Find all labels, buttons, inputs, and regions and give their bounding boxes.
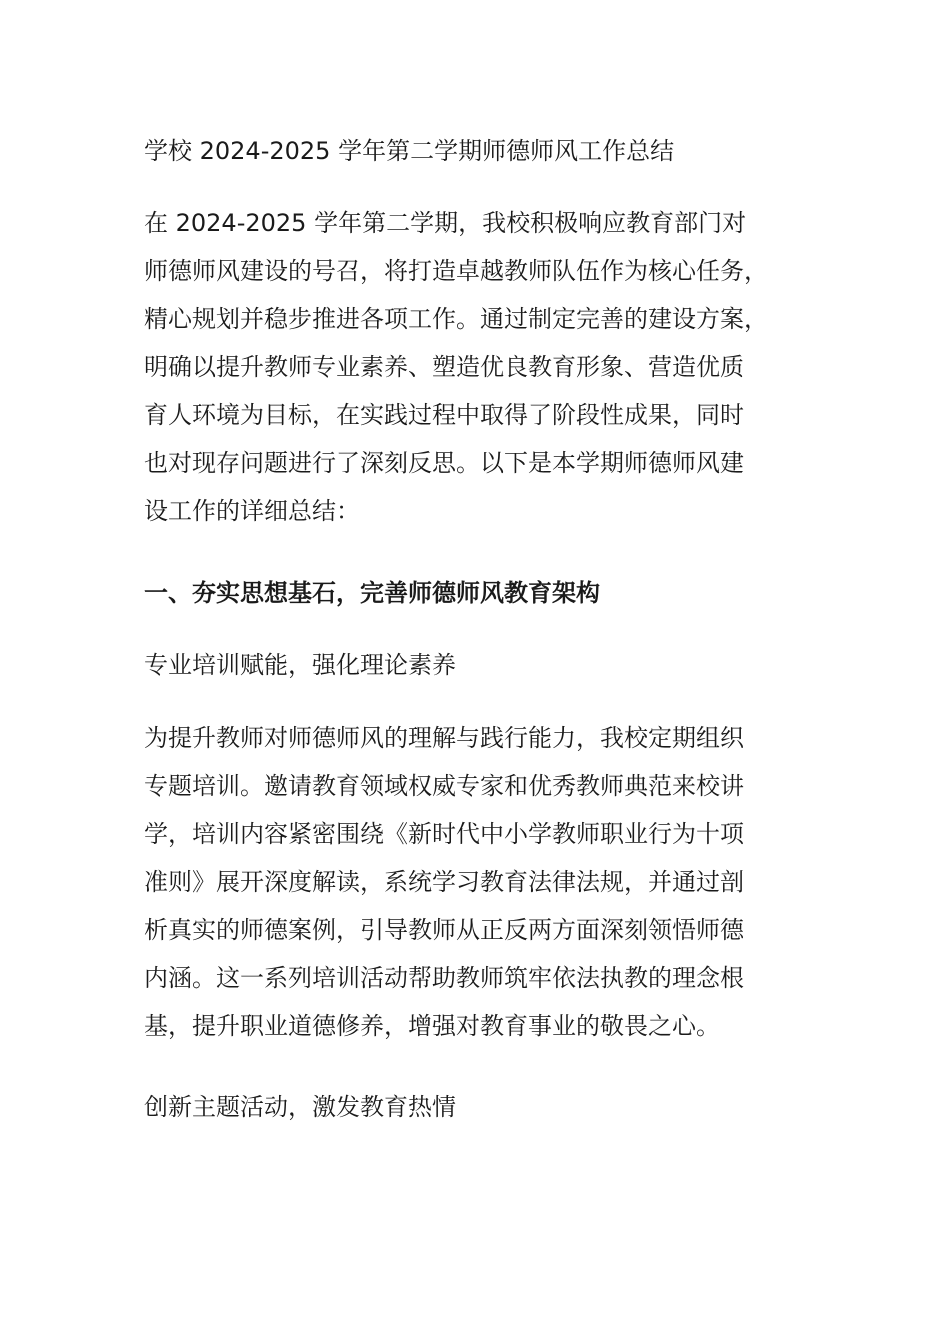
paragraph-line: 为提升教师对师德师风的理解与践行能力，我校定期组织 <box>144 724 744 752</box>
paragraph-line: 育人环境为目标，在实践过程中取得了阶段性成果，同时 <box>144 401 744 429</box>
training-paragraph <box>144 714 810 1050</box>
paragraph-line: 精心规划并稳步推进各项工作。通过制定完善的建设方案， <box>144 305 768 333</box>
intro-paragraph <box>144 199 810 535</box>
paragraph-line: 在 2024-2025 学年第二学期，我校积极响应教育部门对 <box>144 209 747 237</box>
paragraph-line: 基，提升职业道德修养，增强对教育事业的敬畏之心。 <box>144 1012 720 1040</box>
paragraph-line: 内涵。这一系列培训活动帮助教师筑牢依法执教的理念根 <box>144 964 744 992</box>
paragraph-line: 析真实的师德案例，引导教师从正反两方面深刻领悟师德 <box>144 916 744 944</box>
document-title: 学校 2024-2025 学年第二学期师德师风工作总结 <box>144 137 675 165</box>
subsection-title: 创新主题活动，激发教育热情 <box>144 1093 456 1121</box>
paragraph-line: 明确以提升教师专业素养、塑造优良教育形象、营造优质 <box>144 353 744 381</box>
paragraph-line: 师德师风建设的号召，将打造卓越教师队伍作为核心任务， <box>144 257 768 285</box>
paragraph-line: 准则》展开深度解读，系统学习教育法律法规，并通过剖 <box>144 868 744 896</box>
paragraph-line: 设工作的详细总结： <box>144 497 360 525</box>
paragraph-line: 专题培训。邀请教育领域权威专家和优秀教师典范来校讲 <box>144 772 744 800</box>
paragraph-line: 也对现存问题进行了深刻反思。以下是本学期师德师风建 <box>144 449 744 477</box>
section-heading: 一、夯实思想基石，完善师德师风教育架构 <box>144 579 600 607</box>
paragraph-line: 学，培训内容紧密围绕《新时代中小学教师职业行为十项 <box>144 820 744 848</box>
subsection-title: 专业培训赋能，强化理论素养 <box>144 651 456 679</box>
